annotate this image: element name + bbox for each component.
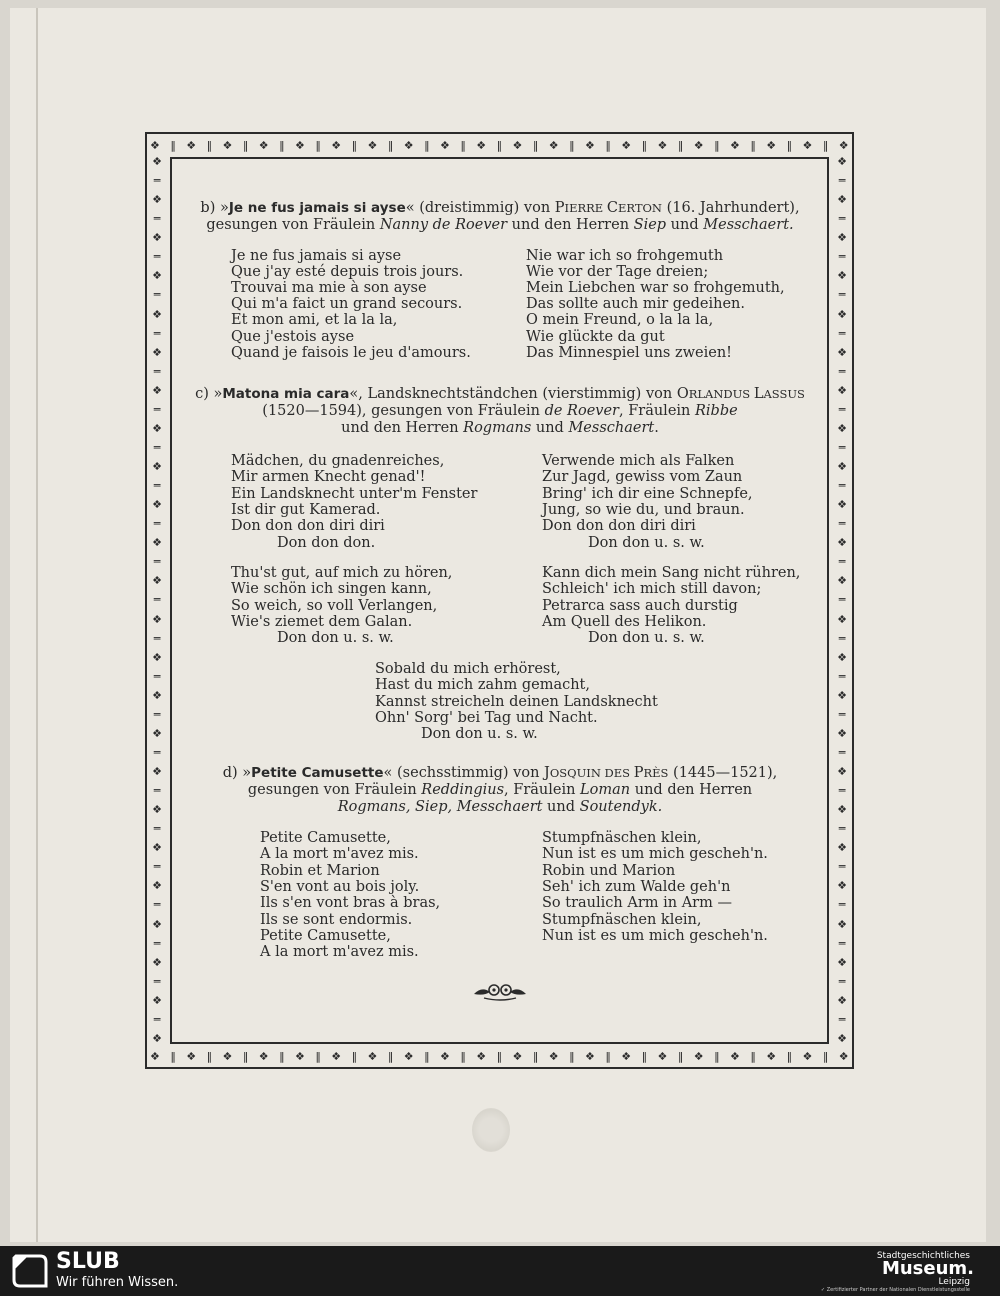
quatrefoil-ornament-icon: ❖: [476, 138, 487, 152]
slub-logo-icon: [10, 1252, 50, 1290]
section-c-heading: [150, 403, 850, 419]
double-bar-ornament-icon: ═: [153, 784, 161, 798]
heading-fragment: Messchaert.: [703, 217, 794, 233]
verse-line-french: Quand je faisois le jeu d'amours.: [231, 344, 471, 361]
heading-fragment: gesungen von Fräulein: [206, 217, 380, 233]
museum-name: Museum.: [881, 1258, 974, 1279]
quatrefoil-ornament-icon: ❖: [403, 138, 414, 152]
quatrefoil-ornament-icon: ❖: [331, 138, 342, 152]
quatrefoil-ornament-icon: ❖: [837, 421, 847, 435]
double-bar-ornament-icon: ═: [153, 402, 161, 416]
museum-city: Leipzig: [938, 1277, 970, 1287]
heading-fragment: « (dreistimmig) von P: [405, 200, 565, 216]
double-bar-ornament-icon: ═: [838, 936, 846, 950]
double-bar-ornament-icon: ═: [838, 1012, 846, 1026]
double-bar-ornament-icon: ═: [838, 784, 846, 798]
quatrefoil-ornament-icon: ❖: [621, 138, 632, 152]
quatrefoil-ornament-icon: ❖: [837, 879, 847, 893]
heading-fragment: ASSUS: [763, 387, 805, 401]
heading-fragment: RÈS: [643, 766, 669, 780]
verse-line-german: Nun ist es um mich gescheh'n.: [542, 927, 768, 944]
double-bar-ornament-icon: ═: [153, 517, 161, 531]
double-bar-ornament-icon: ═: [153, 250, 161, 264]
double-bar-ornament-icon: ‖: [605, 138, 611, 152]
double-bar-ornament-icon: ‖: [569, 1049, 575, 1063]
quatrefoil-ornament-icon: ❖: [837, 612, 847, 626]
heading-fragment: gesungen von Fräulein: [247, 782, 422, 798]
quatrefoil-ornament-icon: ❖: [258, 1049, 269, 1063]
heading-fragment: «, Landsknechtständchen (vierstimmig) von O: [349, 386, 689, 402]
quatrefoil-ornament-icon: ❖: [152, 955, 162, 969]
heading-fragment: Rogmans, Siep, Messchaert: [337, 799, 543, 815]
double-bar-ornament-icon: ═: [838, 974, 846, 988]
double-bar-ornament-icon: ═: [838, 440, 846, 454]
quatrefoil-ornament-icon: ❖: [693, 1049, 704, 1063]
verse-line-italian: Don don u. s. w.: [277, 630, 394, 647]
double-bar-ornament-icon: ═: [838, 593, 846, 607]
heading-fragment: Petite Camusette: [251, 765, 384, 781]
quatrefoil-ornament-icon: ❖: [837, 231, 847, 245]
double-bar-ornament-icon: ═: [153, 974, 161, 988]
quatrefoil-ornament-icon: ❖: [837, 345, 847, 359]
verse-line-french: A la mort m'avez mis.: [260, 944, 419, 961]
verse-line-italian: Mädchen, du gnadenreiches,: [231, 453, 445, 469]
quatrefoil-ornament-icon: ❖: [222, 138, 233, 152]
quatrefoil-ornament-icon: ❖: [693, 138, 704, 152]
double-bar-ornament-icon: ═: [838, 898, 846, 912]
double-bar-ornament-icon: ═: [838, 212, 846, 226]
heading-fragment: und den Herren: [507, 217, 634, 233]
verse-line-french: Trouvai ma mie à son ayse: [231, 280, 427, 297]
section-d-heading: [150, 765, 850, 781]
double-bar-ornament-icon: ═: [153, 364, 161, 378]
quatrefoil-ornament-icon: ❖: [837, 917, 847, 931]
verse-line-german: Mein Liebchen war so frohgemuth,: [526, 280, 785, 297]
heading-fragment: und den Herren: [630, 782, 753, 798]
double-bar-ornament-icon: ═: [838, 822, 846, 836]
quatrefoil-ornament-icon: ❖: [295, 1049, 305, 1063]
double-bar-ornament-icon: ═: [838, 860, 846, 874]
double-bar-ornament-icon: ═: [838, 555, 846, 569]
museum-certification: ✓ Zertifizierter Partner der Nationalen Dienstleistungsstelle: [820, 1287, 970, 1293]
verse-line-center: Ohn' Sorg' bei Tag und Nacht.: [375, 709, 598, 726]
quatrefoil-ornament-icon: ❖: [838, 1049, 849, 1063]
heading-fragment: , Fräulein: [618, 403, 695, 419]
quatrefoil-ornament-icon: ❖: [585, 1049, 595, 1063]
quatrefoil-ornament-icon: ❖: [152, 383, 162, 397]
double-bar-ornament-icon: ‖: [641, 138, 648, 152]
double-bar-ornament-icon: ═: [838, 402, 846, 416]
heading-fragment: Messchaert: [568, 420, 655, 436]
double-bar-ornament-icon: ═: [153, 822, 161, 836]
verse-line-french: Que j'ay esté depuis trois jours.: [231, 264, 464, 281]
double-bar-ornament-icon: ═: [153, 1012, 161, 1026]
double-bar-ornament-icon: ‖: [315, 1049, 321, 1063]
quatrefoil-ornament-icon: ❖: [837, 574, 847, 588]
verse-line-french: Ils se sont endormis.: [260, 911, 413, 928]
verse-line-french: Que j'estois ayse: [231, 328, 355, 345]
quatrefoil-ornament-icon: ❖: [621, 1049, 632, 1063]
heading-fragment: , Fräulein: [504, 782, 581, 798]
double-bar-ornament-icon: ‖: [750, 138, 756, 152]
heading-fragment: Loman: [580, 782, 631, 798]
quatrefoil-ornament-icon: ❖: [152, 536, 162, 550]
double-bar-ornament-icon: ‖: [206, 138, 213, 152]
quatrefoil-ornament-icon: ❖: [657, 1049, 668, 1063]
quatrefoil-ornament-icon: ❖: [152, 688, 162, 702]
double-bar-ornament-icon: ═: [153, 479, 161, 493]
double-bar-ornament-icon: ‖: [714, 138, 720, 152]
quatrefoil-ornament-icon: ❖: [152, 879, 162, 893]
quatrefoil-ornament-icon: ❖: [403, 1049, 414, 1063]
verse-line-center: Sobald du mich erhörest,: [375, 661, 561, 677]
double-bar-ornament-icon: ‖: [532, 138, 539, 152]
heading-fragment: (16. Jahrhundert),: [661, 200, 800, 216]
verse-line-french: Ils s'en vont bras à bras,: [260, 895, 441, 912]
verse-line-french: Qui m'a faict un grand secours.: [231, 296, 463, 313]
section-c-heading: [150, 420, 850, 436]
heading-fragment: Rogmans: [463, 420, 532, 436]
verse-line-italian: Ist dir gut Kamerad.: [231, 501, 381, 518]
verse-line-italian: Mir armen Knecht genad'!: [231, 469, 426, 486]
double-bar-ornament-icon: ═: [153, 631, 161, 645]
double-bar-ornament-icon: ‖: [206, 1049, 213, 1063]
quatrefoil-ornament-icon: ❖: [548, 1049, 559, 1063]
double-bar-ornament-icon: ═: [838, 479, 846, 493]
verse-line-italian: Thu'st gut, auf mich zu hören,: [231, 565, 453, 581]
quatrefoil-ornament-icon: ❖: [837, 841, 847, 855]
verse-line-french: Et mon ami, et la la la,: [231, 312, 398, 329]
quatrefoil-ornament-icon: ❖: [152, 345, 162, 359]
double-bar-ornament-icon: ═: [838, 326, 846, 340]
verse-line-german: Schleich' ich mich still davon;: [542, 581, 762, 598]
double-bar-ornament-icon: ‖: [387, 138, 394, 152]
verse-line-center: Don don u. s. w.: [421, 726, 538, 743]
embossed-stamp: [472, 1108, 510, 1152]
double-bar-ornament-icon: ═: [838, 174, 846, 188]
quatrefoil-ornament-icon: ❖: [222, 1049, 233, 1063]
double-bar-ornament-icon: ═: [838, 707, 846, 721]
double-bar-ornament-icon: ‖: [786, 1049, 793, 1063]
quatrefoil-ornament-icon: ❖: [837, 155, 847, 168]
verse-line-german: Bring' ich dir eine Schnepfe,: [542, 485, 753, 502]
verse-line-german: Petrarca sass auch durstig: [542, 597, 738, 614]
verse-line-german: Am Quell des Helikon.: [542, 613, 707, 630]
verse-line-french: A la mort m'avez mis.: [260, 846, 419, 863]
verse-line-german: Verwende mich als Falken: [542, 453, 735, 469]
quatrefoil-ornament-icon: ❖: [152, 917, 162, 931]
verse-line-german: Zur Jagd, gewiss vom Zaun: [542, 469, 743, 486]
quatrefoil-ornament-icon: ❖: [837, 726, 847, 740]
double-bar-ornament-icon: ═: [153, 555, 161, 569]
quatrefoil-ornament-icon: ❖: [730, 138, 740, 152]
double-bar-ornament-icon: ═: [838, 517, 846, 531]
quatrefoil-ornament-icon: ❖: [476, 1049, 487, 1063]
verse-line-german: O mein Freund, o la la la,: [526, 312, 714, 329]
quatrefoil-ornament-icon: ❖: [837, 993, 847, 1007]
quatrefoil-ornament-icon: ❖: [150, 1049, 160, 1063]
quatrefoil-ornament-icon: ❖: [838, 138, 849, 152]
double-bar-ornament-icon: ‖: [460, 138, 466, 152]
verse-line-italian: Ein Landsknecht unter'm Fenster: [231, 485, 478, 502]
section-d-heading: [150, 799, 850, 815]
verse-line-german: Seh' ich zum Walde geh'n: [542, 878, 731, 895]
double-bar-ornament-icon: ‖: [496, 138, 503, 152]
double-bar-ornament-icon: ‖: [822, 138, 829, 152]
verse-line-french: Robin et Marion: [260, 862, 380, 879]
verse-line-german: Kann dich mein Sang nicht rühren,: [542, 565, 801, 581]
quatrefoil-ornament-icon: ❖: [295, 138, 305, 152]
double-bar-ornament-icon: ‖: [170, 138, 176, 152]
quatrefoil-ornament-icon: ❖: [548, 138, 559, 152]
double-bar-ornament-icon: ‖: [569, 138, 575, 152]
double-bar-ornament-icon: ‖: [315, 138, 321, 152]
quatrefoil-ornament-icon: ❖: [802, 1049, 813, 1063]
double-bar-ornament-icon: ═: [153, 745, 161, 759]
double-bar-ornament-icon: ‖: [242, 138, 249, 152]
heading-fragment: (1445—1521),: [668, 765, 778, 781]
quatrefoil-ornament-icon: ❖: [331, 1049, 342, 1063]
quatrefoil-ornament-icon: ❖: [837, 383, 847, 397]
quatrefoil-ornament-icon: ❖: [440, 1049, 450, 1063]
verse-line-german: Das Minnespiel uns zweien!: [526, 344, 732, 361]
quatrefoil-ornament-icon: ❖: [657, 138, 668, 152]
double-bar-ornament-icon: ‖: [170, 1049, 176, 1063]
double-bar-ornament-icon: ‖: [279, 1049, 285, 1063]
verse-line-german: Don don u. s. w.: [588, 534, 705, 551]
double-bar-ornament-icon: ═: [153, 326, 161, 340]
double-bar-ornament-icon: ‖: [424, 1049, 430, 1063]
double-bar-ornament-icon: ═: [838, 745, 846, 759]
quatrefoil-ornament-icon: ❖: [512, 1049, 523, 1063]
verse-line-french: S'en vont au bois joly.: [260, 878, 420, 895]
quatrefoil-ornament-icon: ❖: [152, 155, 162, 168]
heading-fragment: Soutendyk.: [579, 799, 663, 815]
quatrefoil-ornament-icon: ❖: [730, 1049, 740, 1063]
heading-fragment: Siep: [633, 217, 667, 233]
quatrefoil-ornament-icon: ❖: [585, 138, 595, 152]
double-bar-ornament-icon: ‖: [351, 1049, 358, 1063]
double-bar-ornament-icon: ═: [153, 669, 161, 683]
quatrefoil-ornament-icon: ❖: [152, 612, 162, 626]
double-bar-ornament-icon: ‖: [351, 138, 358, 152]
verse-line-german: Wie vor der Tage dreien;: [526, 264, 709, 281]
double-bar-ornament-icon: ═: [153, 860, 161, 874]
double-bar-ornament-icon: ═: [153, 288, 161, 302]
verse-line-german: Stumpfnäschen klein,: [542, 911, 702, 928]
quatrefoil-ornament-icon: ❖: [152, 421, 162, 435]
double-bar-ornament-icon: ═: [838, 364, 846, 378]
museum-label-top: Stadtgeschichtliches: [876, 1251, 970, 1261]
heading-fragment: Reddingius: [421, 782, 505, 798]
verse-line-italian: Wie's ziemet dem Galan.: [231, 613, 413, 630]
double-bar-ornament-icon: ═: [838, 288, 846, 302]
quatrefoil-ornament-icon: ❖: [152, 231, 162, 245]
quatrefoil-ornament-icon: ❖: [152, 726, 162, 740]
heading-fragment: OSQUIN DES: [549, 766, 634, 780]
double-bar-ornament-icon: ‖: [786, 138, 793, 152]
quatrefoil-ornament-icon: ❖: [152, 498, 162, 512]
double-bar-ornament-icon: ═: [153, 936, 161, 950]
verse-line-french: Petite Camusette,: [260, 830, 391, 846]
heading-fragment: Ribbe: [694, 403, 738, 419]
quatrefoil-ornament-icon: ❖: [150, 138, 160, 152]
heading-fragment: « (sechsstimmig) von J: [383, 765, 550, 781]
heading-fragment: L: [753, 386, 764, 402]
quatrefoil-ornament-icon: ❖: [837, 688, 847, 702]
double-bar-ornament-icon: ‖: [605, 1049, 611, 1063]
double-bar-ornament-icon: ═: [153, 174, 161, 188]
verse-line-german: Nun ist es um mich gescheh'n.: [542, 846, 768, 863]
quatrefoil-ornament-icon: ❖: [837, 193, 847, 207]
heading-fragment: c) »: [195, 386, 223, 402]
quatrefoil-ornament-icon: ❖: [766, 1049, 777, 1063]
section-b-heading: [150, 200, 850, 216]
double-bar-ornament-icon: ‖: [496, 1049, 503, 1063]
quatrefoil-ornament-icon: ❖: [837, 803, 847, 817]
quatrefoil-ornament-icon: ❖: [837, 650, 847, 664]
quatrefoil-ornament-icon: ❖: [152, 574, 162, 588]
verse-line-center: Hast du mich zahm gemacht,: [375, 677, 590, 694]
double-bar-ornament-icon: ═: [153, 898, 161, 912]
verse-line-italian: Don don don diri diri: [231, 518, 385, 535]
heading-fragment: P: [633, 765, 644, 781]
double-bar-ornament-icon: ═: [153, 440, 161, 454]
verse-line-german: Nie war ich so frohgemuth: [526, 248, 724, 264]
quatrefoil-ornament-icon: ❖: [186, 138, 197, 152]
quatrefoil-ornament-icon: ❖: [152, 803, 162, 817]
quatrefoil-ornament-icon: ❖: [802, 138, 813, 152]
quatrefoil-ornament-icon: ❖: [367, 1049, 378, 1063]
heading-fragment: (1520—1594), gesungen von Fräulein: [262, 403, 545, 419]
double-bar-ornament-icon: ‖: [822, 1049, 829, 1063]
quatrefoil-ornament-icon: ❖: [152, 1031, 162, 1045]
heading-fragment: de Roever: [544, 403, 619, 419]
section-d-heading: [150, 782, 850, 798]
verse-line-center: Kannst streicheln deinen Landsknecht: [375, 693, 658, 710]
double-bar-ornament-icon: ‖: [460, 1049, 466, 1063]
quatrefoil-ornament-icon: ❖: [837, 955, 847, 969]
section-b-heading: [150, 217, 850, 233]
verse-line-german: Das sollte auch mir gedeihen.: [526, 296, 745, 313]
heading-fragment: Nanny de Roever: [379, 217, 508, 233]
heading-fragment: b) »: [200, 200, 229, 216]
quatrefoil-ornament-icon: ❖: [837, 460, 847, 473]
verse-line-german: Stumpfnäschen klein,: [542, 830, 702, 846]
heading-fragment: .: [654, 420, 659, 436]
quatrefoil-ornament-icon: ❖: [152, 841, 162, 855]
double-bar-ornament-icon: ‖: [750, 1049, 756, 1063]
verse-line-german: So traulich Arm in Arm —: [542, 895, 732, 912]
heading-fragment: C: [606, 200, 618, 216]
quatrefoil-ornament-icon: ❖: [152, 193, 162, 207]
verse-line-french: Je ne fus jamais si ayse: [231, 248, 402, 264]
heading-fragment: Je ne fus jamais si ayse: [228, 200, 406, 216]
heading-fragment: und: [531, 420, 569, 436]
heading-fragment: und den Herren: [341, 420, 464, 436]
quatrefoil-ornament-icon: ❖: [512, 138, 523, 152]
quatrefoil-ornament-icon: ❖: [837, 765, 847, 778]
quatrefoil-ornament-icon: ❖: [367, 138, 378, 152]
quatrefoil-ornament-icon: ❖: [258, 138, 269, 152]
heading-fragment: Matona mia cara: [222, 386, 350, 402]
verse-line-italian: Don don don.: [277, 534, 376, 551]
verse-line-italian: So weich, so voll Verlangen,: [231, 597, 438, 614]
quatrefoil-ornament-icon: ❖: [837, 498, 847, 512]
verse-line-italian: Wie schön ich singen kann,: [231, 581, 432, 598]
quatrefoil-ornament-icon: ❖: [152, 765, 162, 778]
verse-line-french: Petite Camusette,: [260, 927, 391, 944]
quatrefoil-ornament-icon: ❖: [440, 138, 450, 152]
quatrefoil-ornament-icon: ❖: [186, 1049, 197, 1063]
double-bar-ornament-icon: ═: [153, 212, 161, 226]
heading-fragment: RLANDUS: [688, 387, 754, 401]
quatrefoil-ornament-icon: ❖: [766, 138, 777, 152]
double-bar-ornament-icon: ═: [838, 631, 846, 645]
heading-fragment: und: [666, 217, 704, 233]
double-bar-ornament-icon: ‖: [242, 1049, 249, 1063]
heading-fragment: IERRE: [564, 201, 607, 215]
double-bar-ornament-icon: ‖: [387, 1049, 394, 1063]
verse-line-german: Robin und Marion: [542, 862, 676, 879]
verse-line-german: Wie glückte da gut: [526, 328, 665, 345]
double-bar-ornament-icon: ‖: [677, 138, 684, 152]
section-c-heading: [150, 383, 850, 402]
heading-fragment: und: [542, 799, 580, 815]
heading-fragment: d) »: [222, 765, 252, 781]
verse-line-german: Don don u. s. w.: [588, 630, 705, 647]
double-bar-ornament-icon: ═: [153, 707, 161, 721]
double-bar-ornament-icon: ‖: [424, 138, 430, 152]
quatrefoil-ornament-icon: ❖: [152, 460, 162, 473]
double-bar-ornament-icon: ═: [153, 593, 161, 607]
verse-line-german: Don don don diri diri: [542, 518, 696, 535]
double-bar-ornament-icon: ═: [838, 669, 846, 683]
double-bar-ornament-icon: ‖: [532, 1049, 539, 1063]
heading-fragment: ERTON: [617, 201, 662, 215]
flower-ornament-icon: [470, 980, 530, 1002]
double-bar-ornament-icon: ═: [838, 250, 846, 264]
quatrefoil-ornament-icon: ❖: [152, 650, 162, 664]
verse-line-german: Jung, so wie du, und braun.: [542, 501, 745, 518]
quatrefoil-ornament-icon: ❖: [837, 307, 847, 321]
slub-subtitle: Wir führen Wissen.: [56, 1275, 179, 1290]
quatrefoil-ornament-icon: ❖: [837, 269, 847, 283]
double-bar-ornament-icon: ‖: [677, 1049, 684, 1063]
slub-title: SLUB: [56, 1249, 120, 1274]
double-bar-ornament-icon: ‖: [279, 138, 285, 152]
quatrefoil-ornament-icon: ❖: [152, 993, 162, 1007]
double-bar-ornament-icon: ‖: [714, 1049, 720, 1063]
double-bar-ornament-icon: ‖: [641, 1049, 648, 1063]
quatrefoil-ornament-icon: ❖: [837, 536, 847, 550]
quatrefoil-ornament-icon: ❖: [837, 1031, 847, 1045]
quatrefoil-ornament-icon: ❖: [152, 307, 162, 321]
quatrefoil-ornament-icon: ❖: [152, 269, 162, 283]
